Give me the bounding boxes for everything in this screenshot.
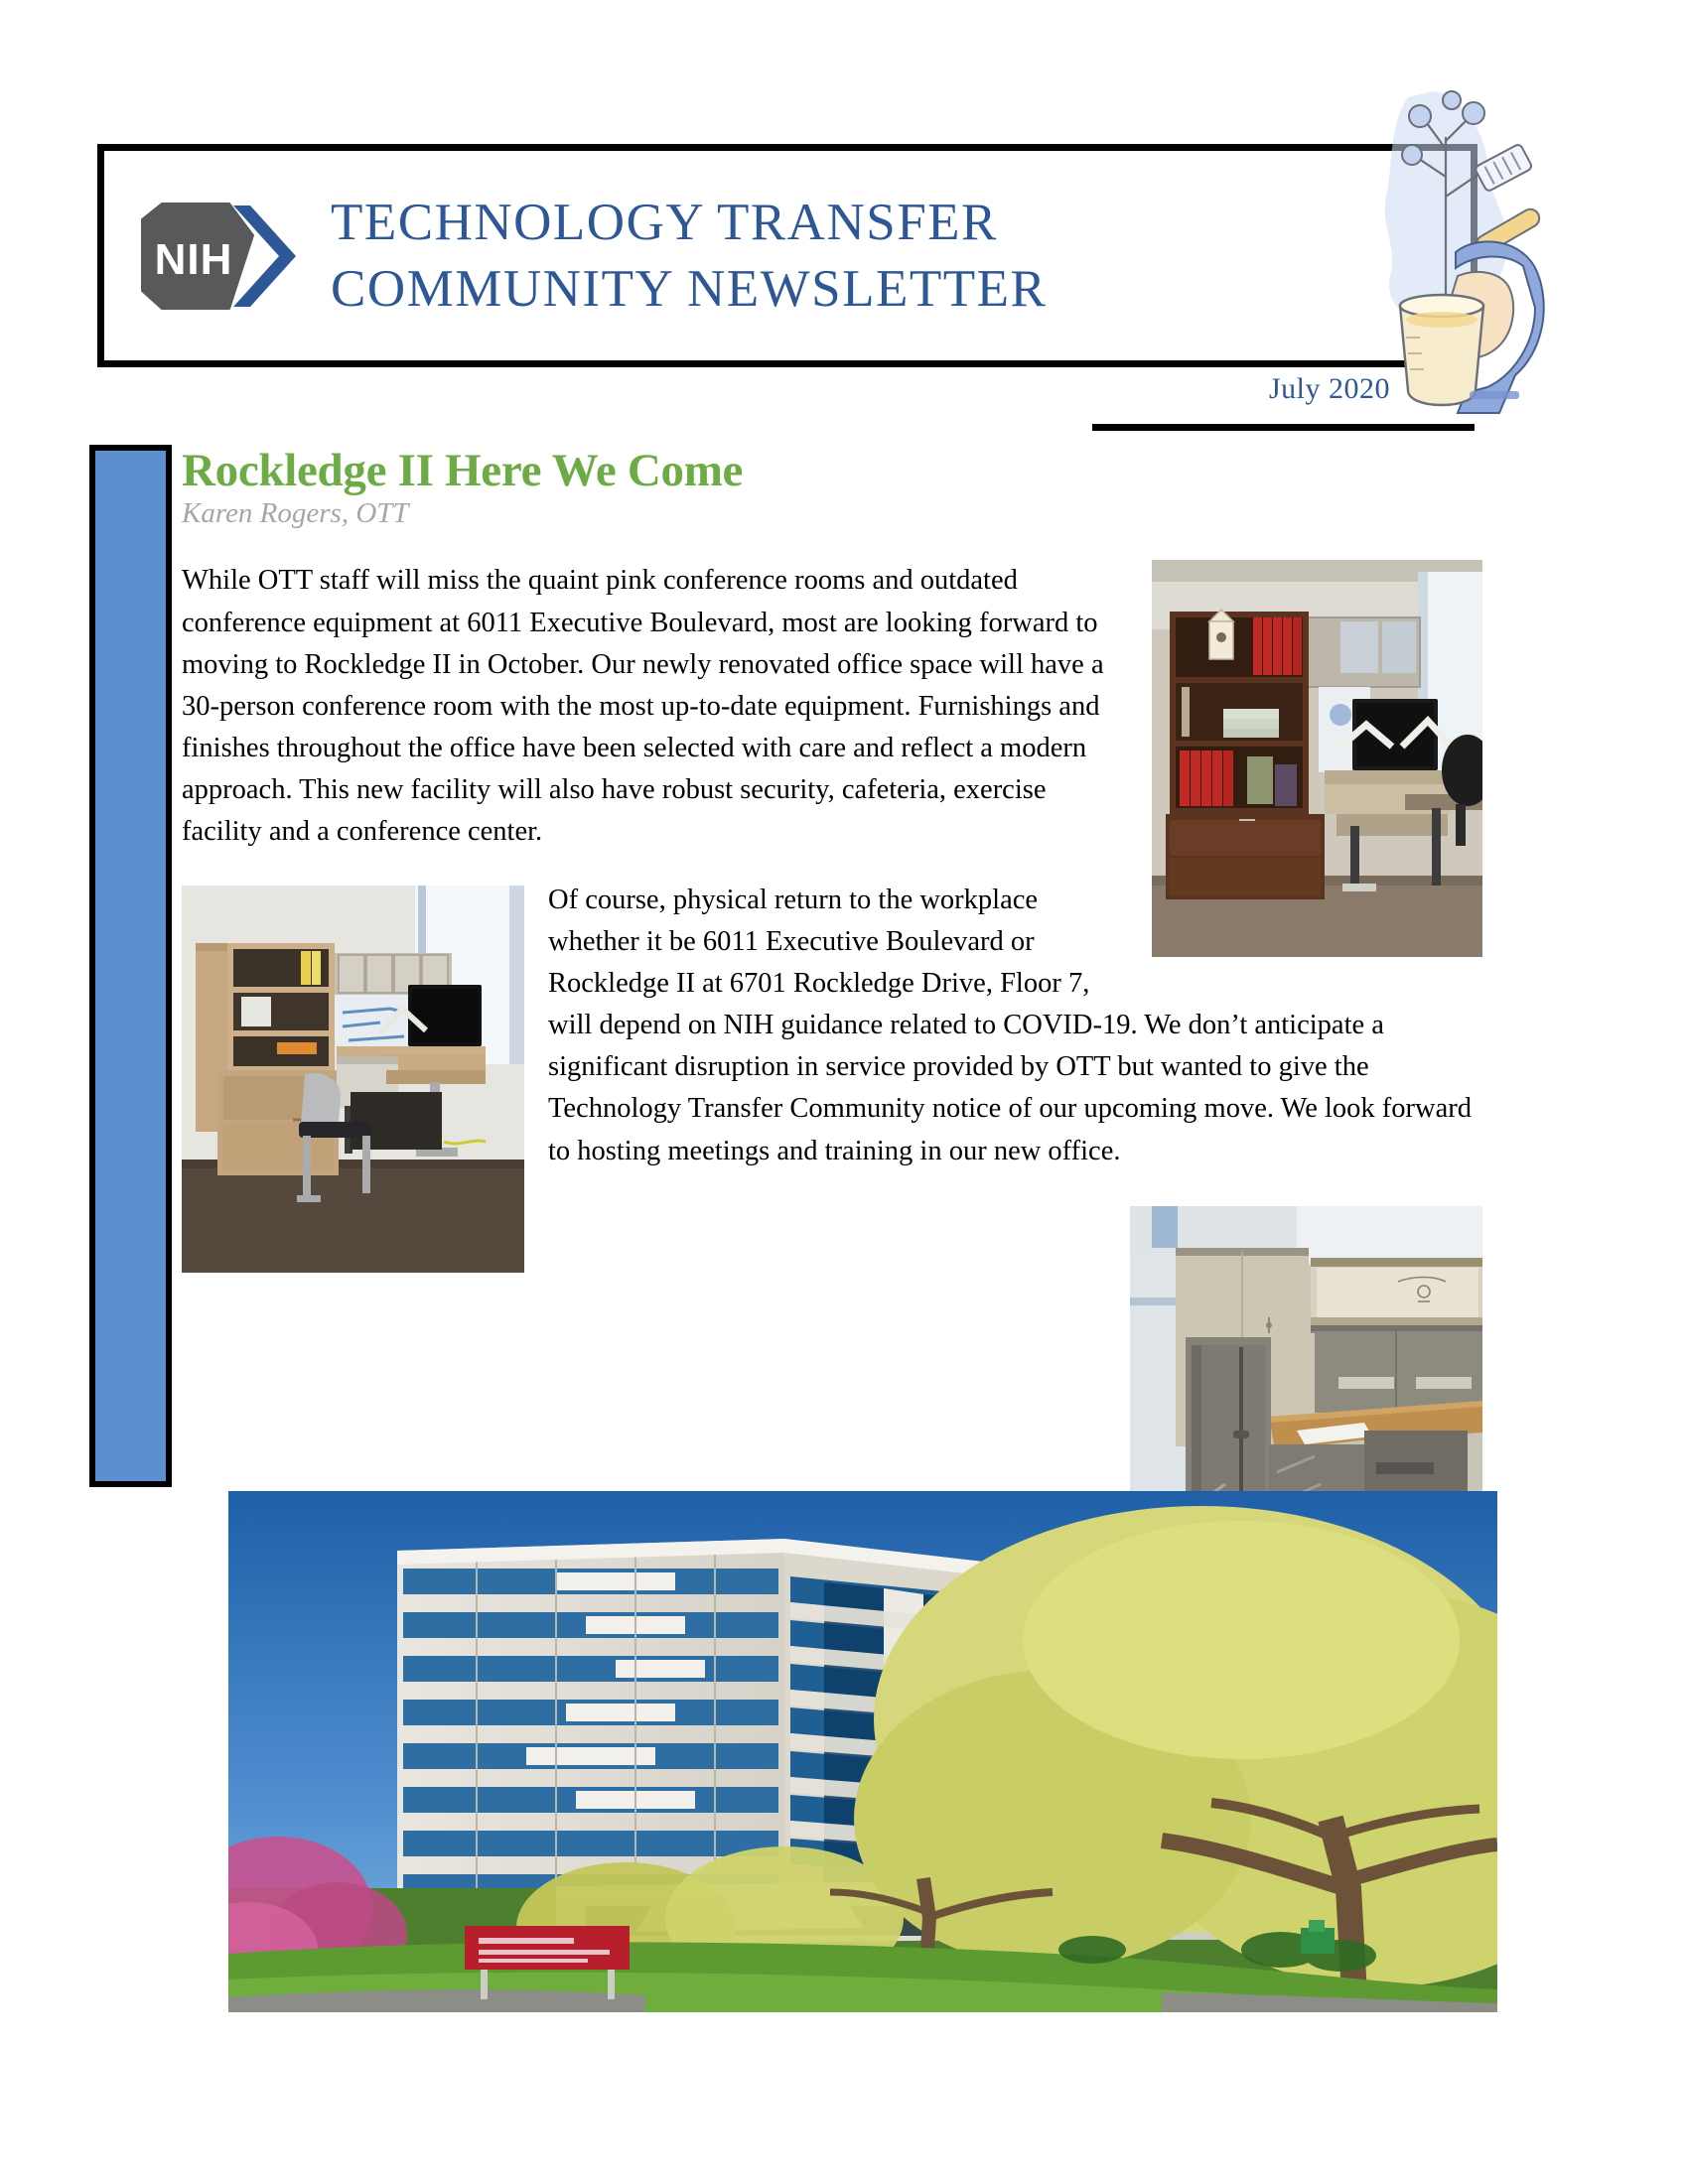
nih-logo: [134, 198, 303, 315]
svg-text:NIH: NIH: [154, 234, 233, 284]
article-byline: Karen Rogers, OTT: [182, 497, 409, 530]
article: [182, 447, 1482, 1608]
newsletter-title-line-2: COMMUNITY NEWSLETTER: [331, 259, 1048, 318]
masthead: [97, 144, 1477, 367]
photo-office-dark-wood: [1152, 560, 1482, 957]
article-headline: Rockledge II Here We Come: [182, 445, 744, 496]
scientist-beaker-clipart: [1338, 77, 1552, 415]
article-paragraph-2: Of course, physical return to the workplace whether it be 6011 Executive Boulevard or Rockledge II at 6701 Rockledge Drive, Floor 7, will depend on NIH guidance related to COVID-19. We don’t anticipate a significant disruption in service provided by OTT but wanted to give the Technology Transfer Community notice of our upcoming move. We look forward to hosting meetings and training in our new office.: [548, 884, 1472, 1166]
masthead-titles: [331, 190, 1047, 323]
photo-rockledge-building: [228, 1491, 1497, 2012]
header-divider-rule: [1092, 424, 1475, 431]
article-paragraph-1: While OTT staff will miss the quaint pink conference rooms and outdated conference equipment at 6011 Executive Boulevard, most are looking forward to moving to Rockledge II in October. Our newly renovated office space will have a 30-person conference room with the most up-to-date equipment. Furnishings and finishes throughout the office have been selected with care and reflect a modern approach. This new facility will also have robust security, cafeteria, exercise facility and a conference center.: [182, 565, 1104, 848]
newsletter-title-line-1: TECHNOLOGY TRANSFER: [331, 193, 998, 251]
left-accent-bar: [89, 445, 172, 1487]
photo-office-light-wood: [182, 886, 524, 1273]
issue-date: July 2020: [1268, 372, 1390, 405]
